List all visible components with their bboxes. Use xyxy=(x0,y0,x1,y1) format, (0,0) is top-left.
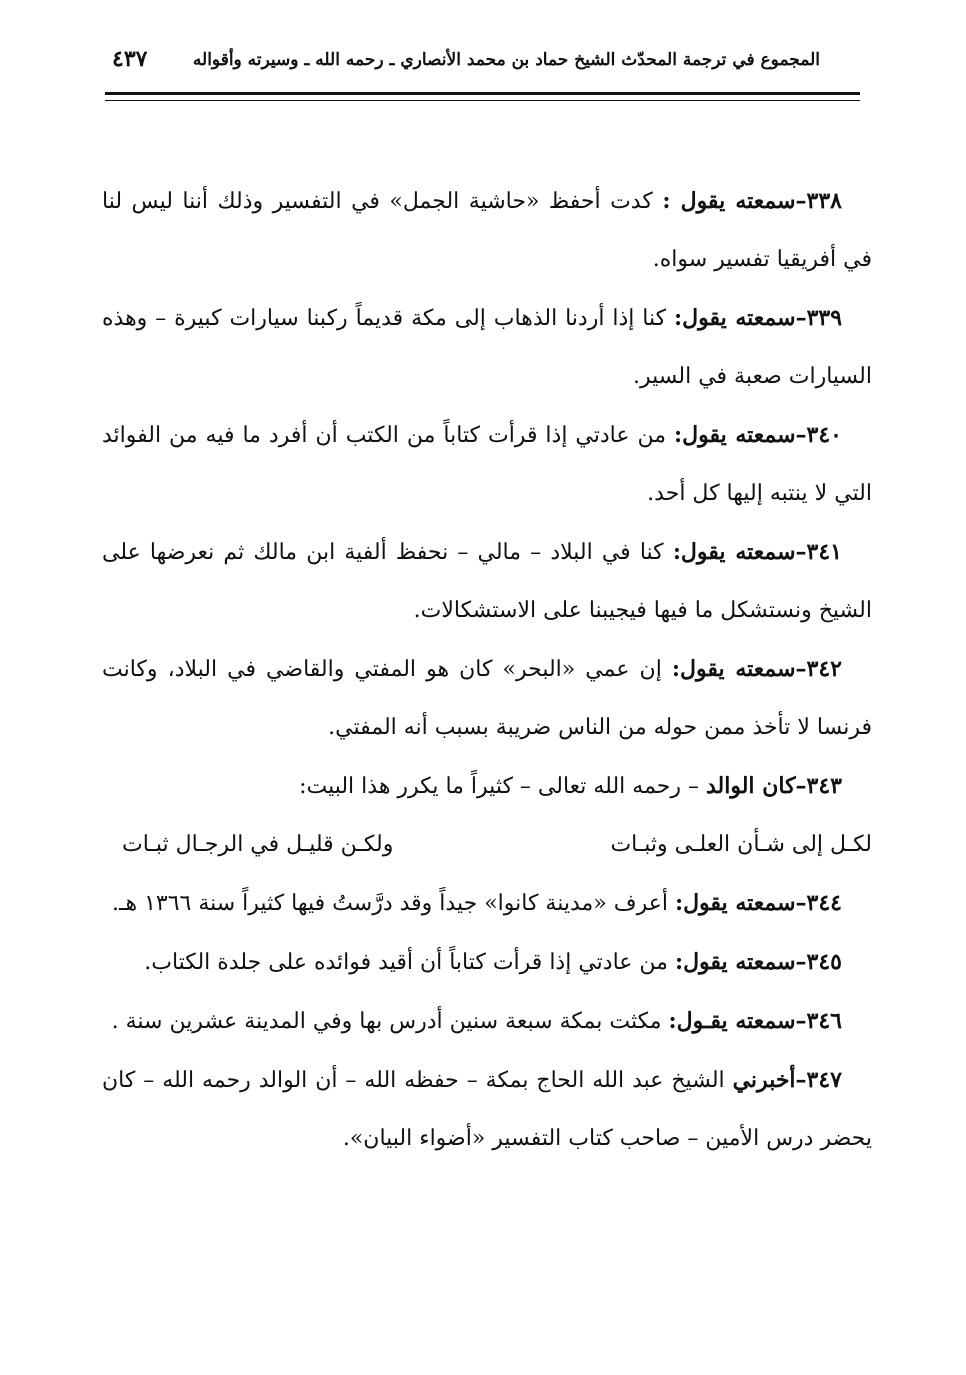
verse-second-hemistich: ولكـن قليـل في الرجـال ثبـات xyxy=(122,832,394,857)
entry-341: ٣٤١–سمعته يقول: كنا في البلاد – مالي – نحفظ ألفية ابن مالك ثم نعرضها على الشيخ ونستشكل ما فيها فيجيبنا على الاستشكالات. xyxy=(102,539,872,623)
entry-lead: سمعته يقول: xyxy=(671,656,796,682)
poetry-verse xyxy=(102,816,872,874)
header-rule-thick xyxy=(105,92,860,95)
entry-339: ٣٣٩–سمعته يقول: كنا إذا أردنا الذهاب إلى مكة قديماً ركبنا سيارات كبيرة – وهذه السيارات صعبة في السير. xyxy=(102,305,872,389)
entry-text: أعرف «مدينة كانوا» جيداً وقد درَّستُ فيها كثيراً سنة ١٣٦٦ هـ. xyxy=(112,891,675,916)
entry-338: ٣٣٨–سمعته يقول : كدت أحفظ «حاشية الجمل» في التفسير وذلك أننا ليس لنا في أفريقيا تفسير سواه. xyxy=(102,188,872,272)
entry-342: ٣٤٢–سمعته يقول: إن عمي «البحر» كان هو المفتي والقاضي في البلاد، وكانت فرنسا لا تأخذ ممن حوله من الناس ضريبة بسبب أنه المفتي. xyxy=(102,656,872,740)
entry-text: كدت أحفظ «حاشية الجمل» في التفسير وذلك أننا ليس لنا في أفريقيا تفسير سواه. xyxy=(102,189,872,272)
entry-lead: سمعته يقـول: xyxy=(668,1008,796,1034)
entry-lead: كان الوالد xyxy=(706,773,796,799)
entry-number: ٣٤٢ xyxy=(806,656,842,682)
entry-text: مكثت بمكة سبعة سنين أدرس بها وفي المدينة عشرين سنة . xyxy=(111,1009,669,1034)
entry-number: ٣٤٧ xyxy=(806,1067,842,1093)
verse-first-hemistich: لكـل إلى شـأن العلـى وثبـات xyxy=(610,832,872,857)
header-rule-thin xyxy=(105,100,860,101)
entry-lead: سمعته يقول: xyxy=(674,949,796,975)
entry-number: ٣٤٥ xyxy=(806,949,842,975)
entry-340: ٣٤٠–سمعته يقول: من عادتي إذا قرأت كتاباً من الكتب أن أفرد ما فيه من الفوائد التي لا ينتبه إليها كل أحد. xyxy=(102,422,872,506)
entry-number: ٣٣٨ xyxy=(806,188,842,214)
entry-lead: سمعته يقول : xyxy=(662,188,796,214)
entry-number: ٣٤٦ xyxy=(806,1008,842,1034)
entry-text: إن عمي «البحر» كان هو المفتي والقاضي في البلاد، وكانت فرنسا لا تأخذ ممن حوله من الناس ضريبة بسبب أنه المفتي. xyxy=(102,657,872,740)
entry-number: ٣٤٤ xyxy=(806,890,842,916)
entry-345: ٣٤٥–سمعته يقول: من عادتي إذا قرأت كتاباً أن أقيد فوائده على جلدة الكتاب. xyxy=(144,949,842,975)
entry-344: ٣٤٤–سمعته يقول: أعرف «مدينة كانوا» جيداً وقد درَّستُ فيها كثيراً سنة ١٣٦٦ هـ. xyxy=(112,890,842,916)
entry-347: ٣٤٧–أخبرني الشيخ عبد الله الحاج بمكة – حفظه الله – أن الوالد رحمه الله – كان يحضر درس الأمين – صاحب كتاب التفسير «أضواء البيان». xyxy=(102,1067,872,1151)
page-number: ٤٣٧ xyxy=(112,46,148,72)
entry-text: من عادتي إذا قرأت كتاباً أن أقيد فوائده على جلدة الكتاب. xyxy=(144,950,675,975)
entry-number: ٣٣٩ xyxy=(806,305,843,331)
entry-number: ٣٤١ xyxy=(806,539,842,565)
running-header xyxy=(100,46,820,82)
entry-lead: أخبرني xyxy=(732,1067,796,1093)
entry-number: ٣٤٠ xyxy=(806,422,842,448)
entry-lead: سمعته يقول: xyxy=(672,539,796,565)
running-title: المجموع في ترجمة المحدّث الشيخ حماد بن محمد الأنصاري ـ رحمه الله ـ وسيرته وأقواله xyxy=(192,50,820,70)
entry-text: كنا في البلاد – مالي – نحفظ ألفية ابن مالك ثم نعرضها على الشيخ ونستشكل ما فيها فيجيبنا على الاستشكالات. xyxy=(102,540,872,623)
entry-346: ٣٤٦–سمعته يقـول: مكثت بمكة سبعة سنين أدرس بها وفي المدينة عشرين سنة . xyxy=(111,1008,842,1034)
entry-text: – رحمه الله تعالى – كثيراً ما يكرر هذا البيت: xyxy=(299,774,706,799)
entry-343: ٣٤٣–كان الوالد – رحمه الله تعالى – كثيراً ما يكرر هذا البيت: xyxy=(299,773,842,799)
entry-lead: سمعته يقول: xyxy=(674,890,796,916)
entry-text: كنا إذا أردنا الذهاب إلى مكة قديماً ركبنا سيارات كبيرة – وهذه السيارات صعبة في السير. xyxy=(102,306,872,389)
entry-lead: سمعته يقول: xyxy=(673,422,796,448)
body-text xyxy=(102,172,872,1168)
entry-lead: سمعته يقول: xyxy=(674,305,796,331)
entry-text: من عادتي إذا قرأت كتاباً من الكتب أن أفرد ما فيه من الفوائد التي لا ينتبه إليها كل أحد. xyxy=(102,423,872,506)
entry-text: الشيخ عبد الله الحاج بمكة – حفظه الله – أن الوالد رحمه الله – كان يحضر درس الأمين – صاحب كتاب التفسير «أضواء البيان». xyxy=(102,1068,872,1151)
entry-number: ٣٤٣ xyxy=(806,773,842,799)
